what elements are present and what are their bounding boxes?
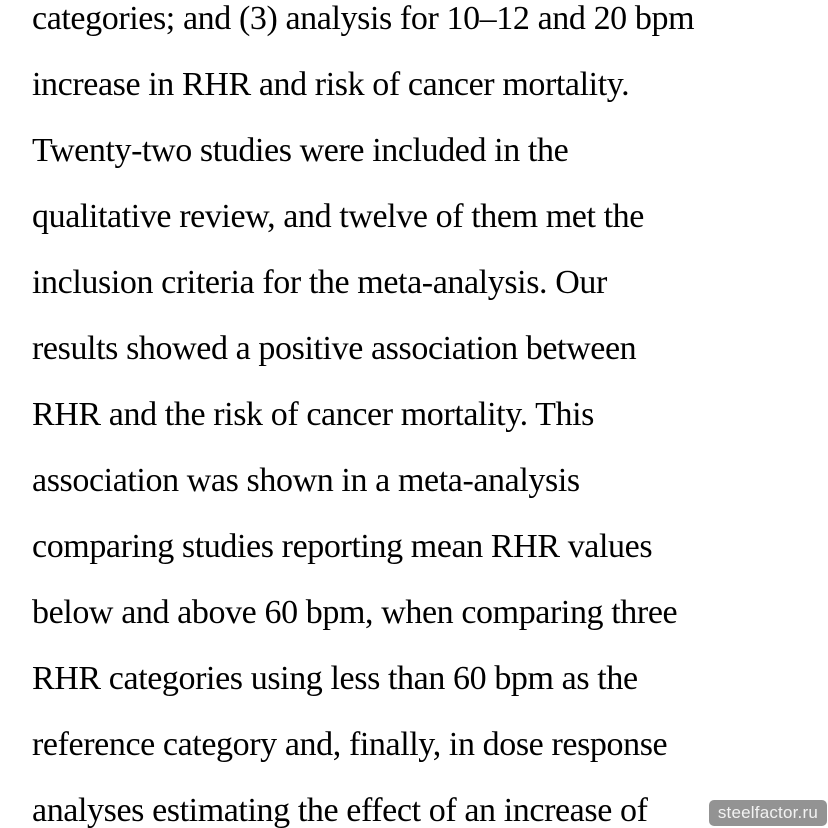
- text-line: analyses estimating the effect of an increase of: [32, 792, 648, 828]
- text-line: Twenty-two studies were included in the: [32, 132, 569, 169]
- text-line: qualitative review, and twelve of them met the: [32, 198, 644, 235]
- text-line: reference category and, finally, in dose response: [32, 726, 668, 763]
- watermark-badge: steelfactor.ru: [709, 800, 827, 826]
- body-text: [32, 0, 818, 828]
- text-line: results showed a positive association between: [32, 330, 637, 367]
- text-line: comparing studies reporting mean RHR values: [32, 528, 653, 565]
- text-line: inclusion criteria for the meta-analysis. Our: [32, 264, 607, 301]
- text-line: association was shown in a meta-analysis: [32, 462, 580, 499]
- text-line: RHR and the risk of cancer mortality. This: [32, 396, 595, 433]
- text-line: increase in RHR and risk of cancer mortality.: [32, 66, 630, 103]
- text-line: below and above 60 bpm, when comparing three: [32, 594, 678, 631]
- text-line: RHR categories using less than 60 bpm as the: [32, 660, 638, 697]
- text-line: categories; and (3) analysis for 10–12 and 20 bpm: [32, 0, 695, 37]
